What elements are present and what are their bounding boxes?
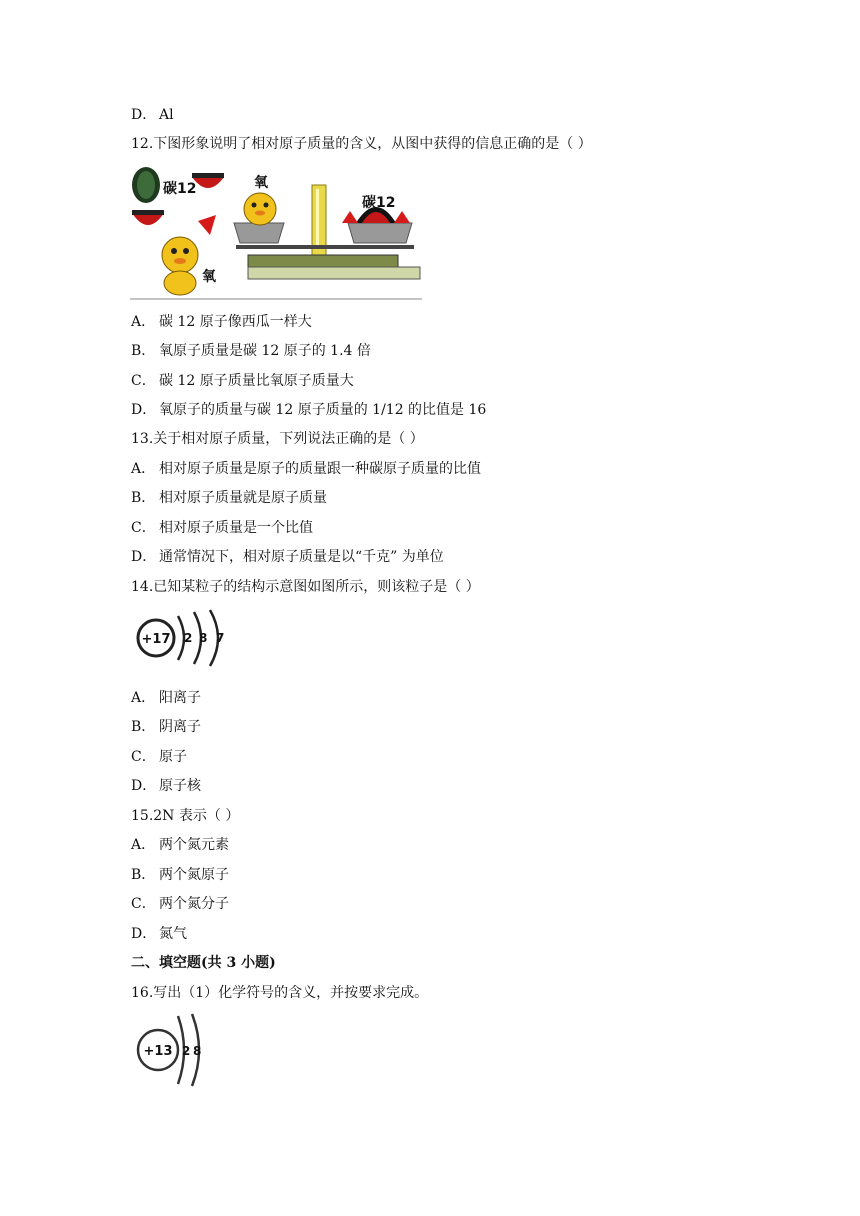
q12-option-b [131, 342, 371, 360]
q13-option-a [131, 460, 481, 478]
q15-option-c [131, 895, 229, 913]
option-letter: A． [131, 314, 156, 330]
option-letter: D． [131, 549, 157, 565]
q12-option-d [131, 401, 486, 419]
option-text: 氧原子质量是碳 12 原子的 1.4 倍 [159, 343, 371, 359]
option-text: 阳离子 [159, 690, 201, 706]
option-letter: D． [131, 926, 157, 942]
q12-option-a [131, 313, 312, 331]
option-text: 两个氮原子 [159, 867, 229, 883]
q14-option-a [131, 689, 201, 707]
q14-stem: 14.已知某粒子的结构示意图如图所示，则该粒子是（ ） [131, 579, 480, 595]
option-text: 两个氮元素 [159, 837, 229, 853]
q14-option-c [131, 748, 187, 766]
nucleus-charge: +17 [141, 632, 171, 647]
section-title: 二、填空题(共 3 小题) [131, 955, 276, 971]
option-letter: B． [131, 719, 156, 735]
option-text: 氮气 [159, 926, 187, 942]
q12-option-c [131, 372, 354, 390]
q14-atom-structure-diagram [134, 608, 234, 668]
q13-option-c [131, 519, 313, 537]
option-letter: A． [131, 461, 156, 477]
q13-stem: 13.关于相对原子质量，下列说法正确的是（ ） [131, 431, 424, 447]
option-letter: D． [131, 778, 157, 794]
option-text: 原子 [159, 749, 187, 765]
label-carbon12-top: 碳12 [163, 181, 197, 197]
q13-option-b [131, 489, 327, 507]
shell-1-electrons: 2 [182, 1044, 191, 1058]
shell-3-electrons: 7 [216, 631, 225, 645]
option-letter: A． [131, 837, 156, 853]
label-oxygen-balance: 氧 [254, 175, 268, 191]
option-text: 相对原子质量是一个比值 [159, 520, 313, 536]
option-text: 原子核 [159, 778, 201, 794]
option-letter: B． [131, 867, 156, 883]
q12-stem: 12.下图形象说明了相对原子质量的含义，从图中获得的信息正确的是（ ） [131, 136, 592, 152]
relative-mass-balance-figure [128, 163, 424, 303]
q16-stem: 16.写出（1）化学符号的含义，并按要求完成。 [131, 985, 429, 1001]
q15-option-d [131, 925, 187, 943]
option-letter: B． [131, 490, 156, 506]
option-text: 阴离子 [159, 719, 201, 735]
shell-1-electrons: 2 [184, 631, 193, 645]
option-text: 碳 12 原子质量比氧原子质量大 [159, 373, 354, 389]
option-text: 通常情况下，相对原子质量是以“千克” 为单位 [159, 549, 444, 565]
q15-stem: 15.2N 表示（ ） [131, 808, 240, 824]
q14-option-d [131, 777, 201, 795]
option-text: 碳 12 原子像西瓜一样大 [159, 314, 312, 330]
option-text: 两个氮分子 [159, 896, 229, 912]
option-letter: A． [131, 690, 156, 706]
q15-option-a [131, 836, 229, 854]
q14-option-b [131, 718, 201, 736]
option-letter: D． [131, 402, 157, 418]
option-letter: C． [131, 520, 156, 536]
option-text: 氧原子的质量与碳 12 原子质量的 1/12 的比值是 16 [159, 402, 487, 418]
shell-2-electrons: 8 [193, 1044, 202, 1058]
option-letter: C． [131, 373, 156, 389]
label-oxygen-left: 氧 [202, 269, 216, 285]
option-text: 相对原子质量是原子的质量跟一种碳原子质量的比值 [159, 461, 481, 477]
shell-2-electrons: 8 [199, 631, 208, 645]
option-text: Al [159, 107, 174, 123]
option-letter: D． [131, 107, 157, 123]
q15-option-b [131, 866, 229, 884]
option-letter: C． [131, 749, 156, 765]
option-letter: B． [131, 343, 156, 359]
q16-atom-structure-diagram [134, 1012, 214, 1088]
q13-option-d [131, 548, 444, 566]
nucleus-charge: +13 [143, 1044, 173, 1059]
option-letter: C． [131, 896, 156, 912]
label-carbon12-balance: 碳12 [362, 195, 396, 211]
option-text: 相对原子质量就是原子质量 [159, 490, 327, 506]
q11-option-d [131, 106, 174, 124]
